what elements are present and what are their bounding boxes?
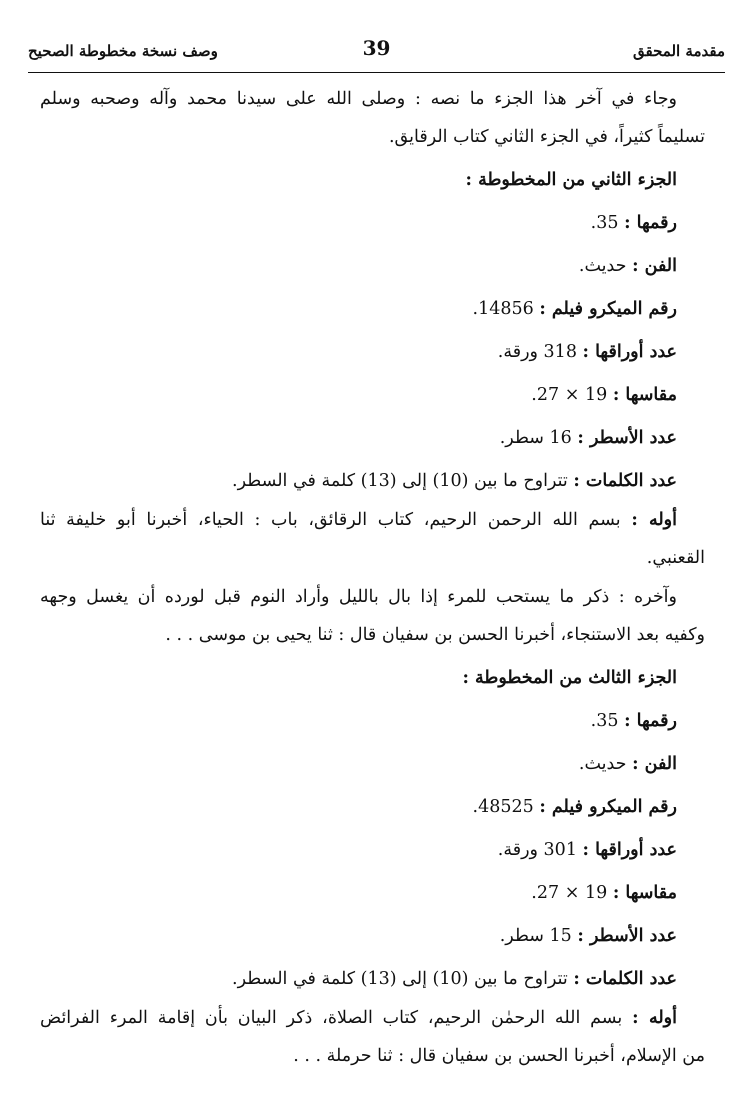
part2-size-value: 19 × 27. [531, 385, 608, 405]
part2-microfilm-label: رقم الميكرو فيلم : [539, 299, 677, 319]
part2-first-text-1: بسم الله الرحمن الرحيم، كتاب الرقائق، باب : الحياء، أخبرنا أبو خليفة ثنا [40, 510, 621, 530]
part3-words-label: عدد الكلمات : [573, 969, 677, 989]
part3-art [40, 743, 705, 786]
running-header [28, 30, 725, 70]
part3-size-label: مقاسها : [612, 883, 677, 903]
part3-words-value: تتراوح ما بين (10) إلى (13) كلمة في السطر. [232, 969, 568, 989]
part3-microfilm [40, 786, 705, 829]
part3-first-line-1 [40, 1001, 705, 1035]
part2-leaves-value: 318 ورقة. [497, 342, 577, 362]
part2-first-label: أوله : [631, 510, 677, 530]
part3-number-value: 35. [590, 711, 619, 731]
part3-lines-value: 15 سطر. [499, 926, 572, 946]
part2-lines-value: 16 سطر. [499, 428, 572, 448]
part3-heading: الجزء الثالث من المخطوطة : [462, 668, 677, 688]
part3-number [40, 700, 705, 743]
part3-art-label: الفن : [632, 754, 677, 774]
part3-first-text-1: بسم الله الرحمٰن الرحيم، كتاب الصلاة، ذكر البيان بأن إقامة المرء الفرائض [40, 1008, 623, 1028]
intro-text-1: وجاء في آخر هذا الجزء ما نصه : وصلى الله على سيدنا محمد وآله وصحبه وسلم [40, 89, 677, 109]
part2-words [40, 460, 705, 503]
part2-lines [40, 417, 705, 460]
intro-line-1 [40, 82, 705, 116]
page-body [40, 82, 705, 1078]
part3-number-label: رقمها : [624, 711, 677, 731]
part3-leaves-label: عدد أوراقها : [582, 840, 677, 860]
part2-number [40, 202, 705, 245]
part2-microfilm-value: 14856. [472, 299, 534, 319]
part3-microfilm-value: 48525. [472, 797, 534, 817]
header-chapter-title: وصف نسخة مخطوطة الصحيح [28, 42, 218, 60]
part2-microfilm [40, 288, 705, 331]
part3-leaves-value: 301 ورقة. [497, 840, 577, 860]
intro-text-2: تسليماً كثيراً، في الجزء الثاني كتاب الرقايق. [388, 127, 705, 147]
part2-art-value: حديث. [578, 256, 627, 276]
part2-first-line-1 [40, 503, 705, 537]
part2-art-label: الفن : [632, 256, 677, 276]
part2-number-label: رقمها : [624, 213, 677, 233]
part2-first-line-2: القعنبي. [646, 548, 705, 568]
part3-lines [40, 915, 705, 958]
part3-first-line-2: من الإسلام، أخبرنا الحسن بن سفيان قال : ثنا حرملة . . . [293, 1046, 705, 1066]
part3-leaves [40, 829, 705, 872]
intro-line-2 [40, 116, 705, 159]
part2-size-label: مقاسها : [612, 385, 677, 405]
part3-words [40, 958, 705, 1001]
part3-microfilm-label: رقم الميكرو فيلم : [539, 797, 677, 817]
part2-lines-label: عدد الأسطر : [577, 428, 677, 448]
part3-first-label: أوله : [632, 1008, 677, 1028]
part3-lines-label: عدد الأسطر : [577, 926, 677, 946]
header-section-title: مقدمة المحقق [633, 42, 725, 60]
part3-size-value: 19 × 27. [531, 883, 608, 903]
part2-last-line-2: وكفيه بعد الاستنجاء، أخبرنا الحسن بن سفيان قال : ثنا يحيى بن موسى . . . [165, 625, 705, 645]
page-number: 39 [362, 36, 391, 60]
part3-size [40, 872, 705, 915]
part2-art [40, 245, 705, 288]
part2-words-value: تتراوح ما بين (10) إلى (13) كلمة في السطر. [232, 471, 568, 491]
part2-last-line-1: وآخره : ذكر ما يستحب للمرء إذا بال بالليل وأراد النوم قبل لورده أن يغسل وجهه [40, 587, 677, 607]
part2-words-label: عدد الكلمات : [573, 471, 677, 491]
part2-heading: الجزء الثاني من المخطوطة : [465, 170, 677, 190]
part2-size [40, 374, 705, 417]
part2-number-value: 35. [590, 213, 619, 233]
part3-art-value: حديث. [578, 754, 627, 774]
part2-leaves [40, 331, 705, 374]
part2-leaves-label: عدد أوراقها : [582, 342, 677, 362]
header-rule [28, 72, 725, 73]
